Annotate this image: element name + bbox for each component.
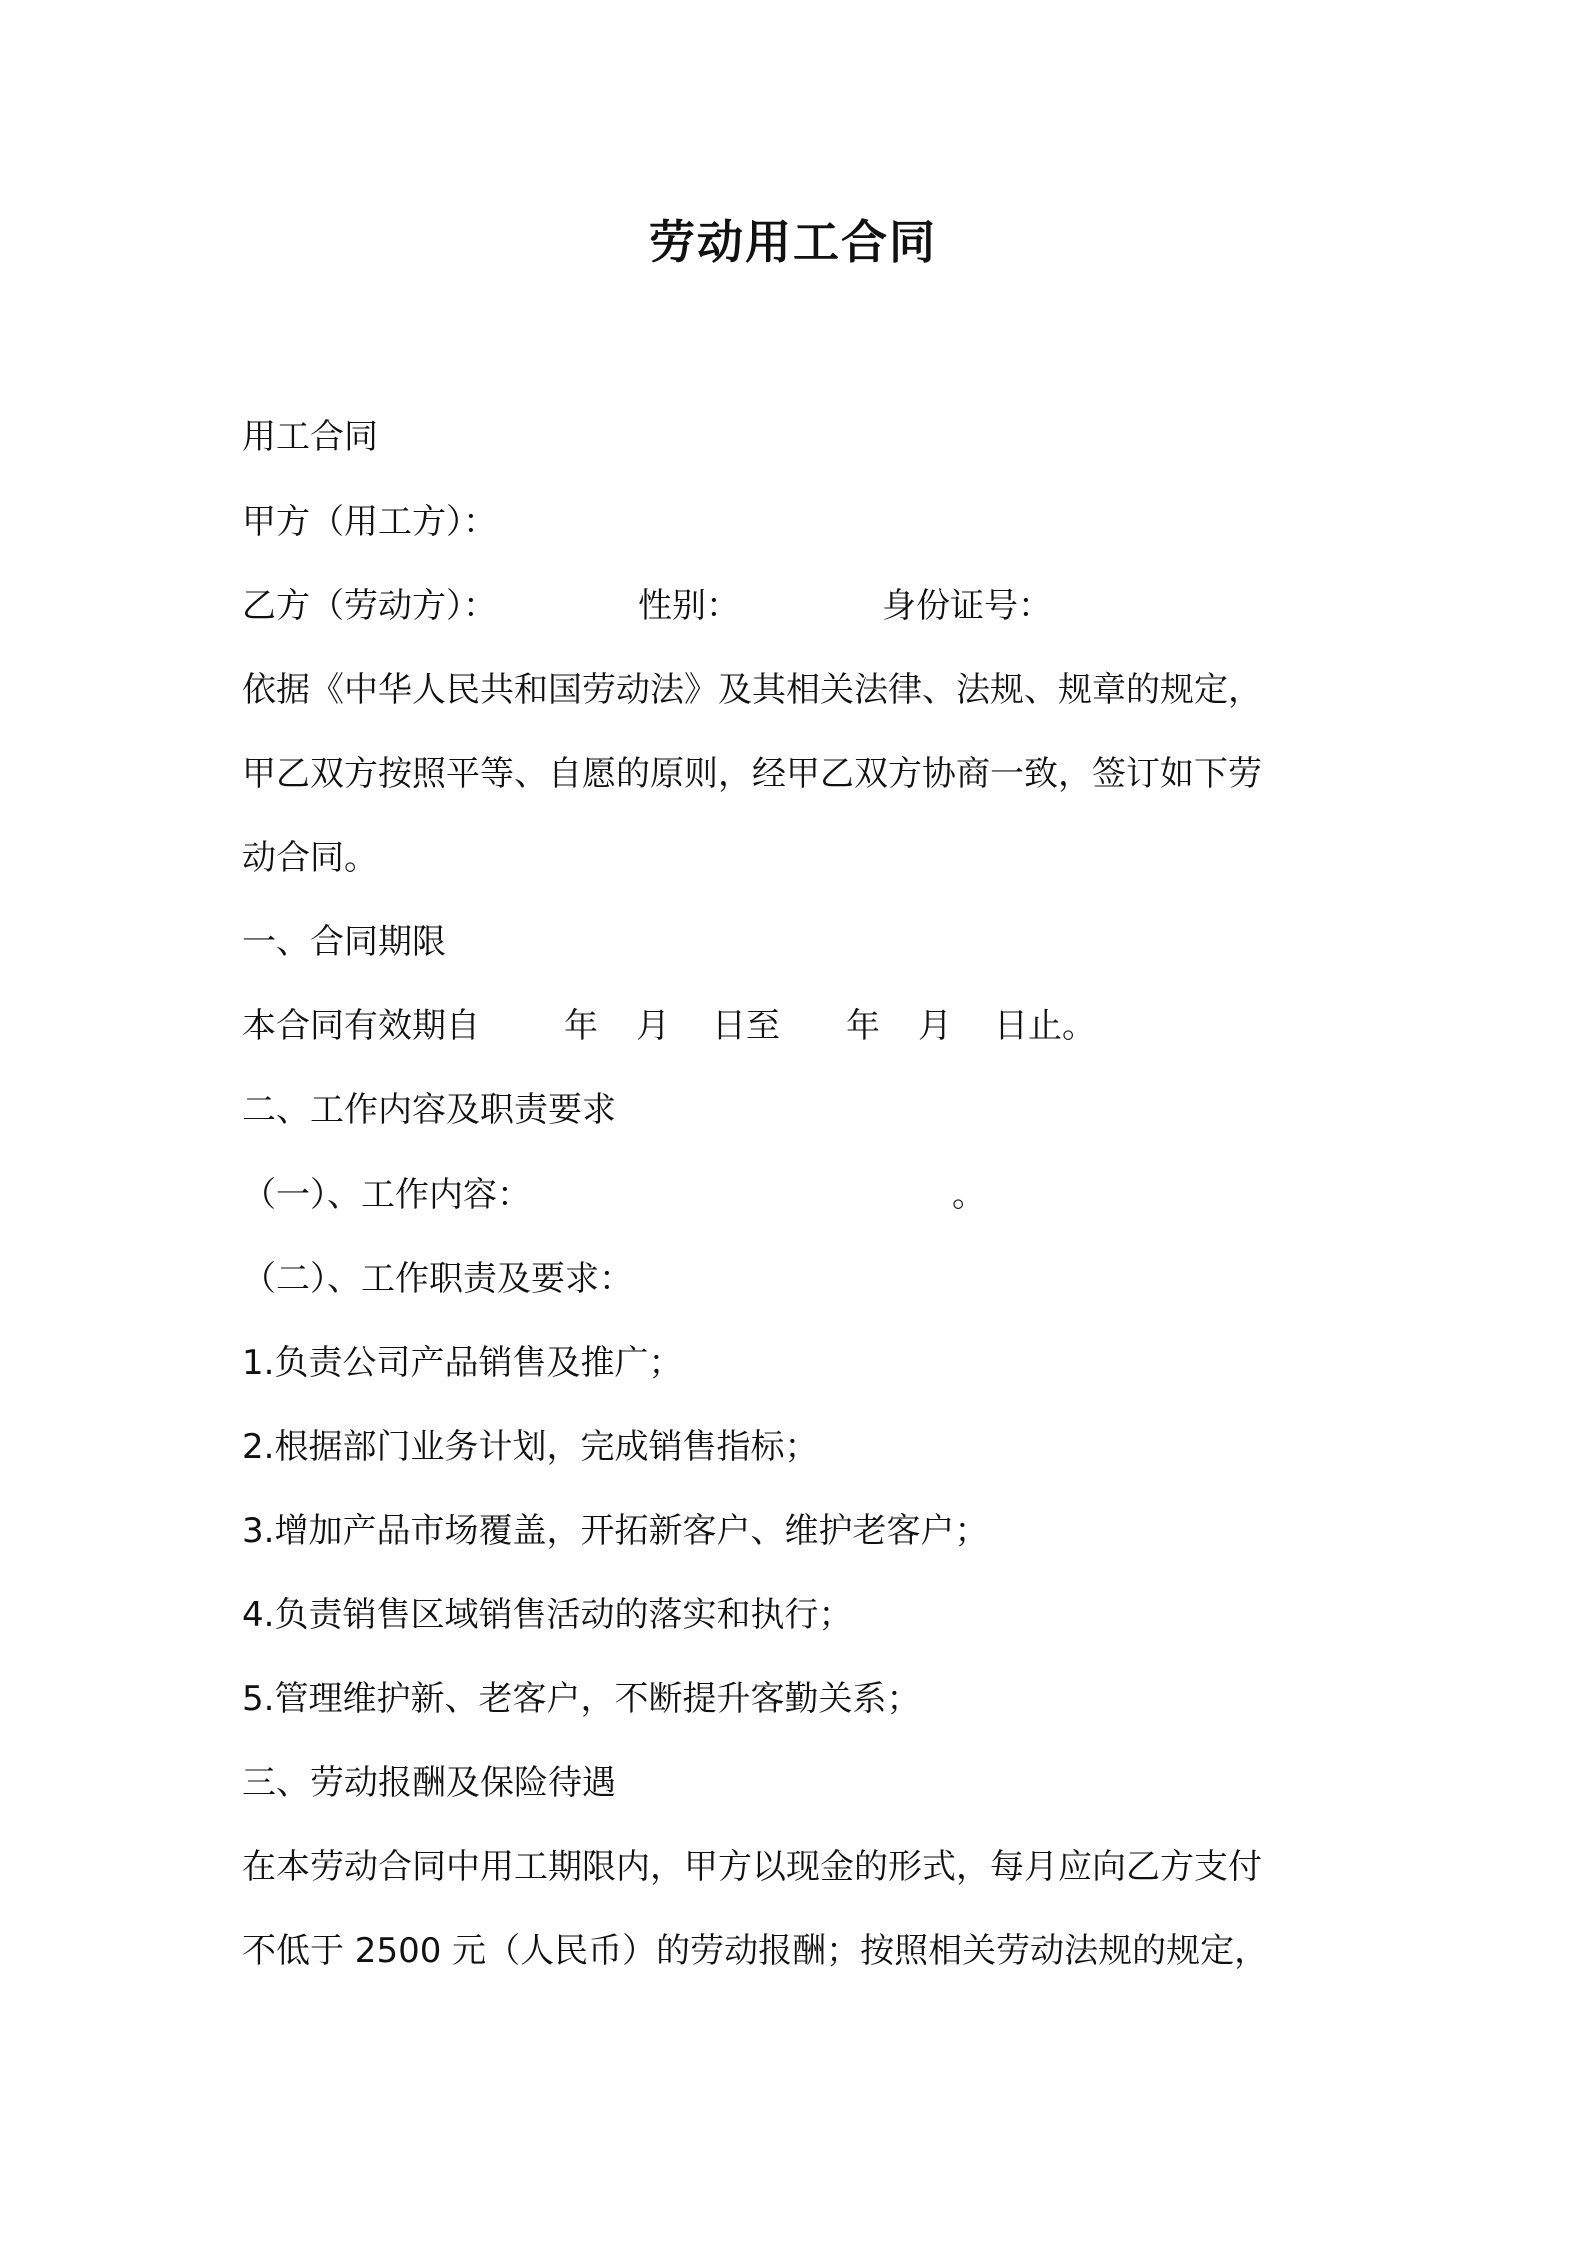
duty-item: 1.负责公司产品销售及推广；: [242, 1343, 683, 1383]
intro-line: 甲乙双方按照平等、自愿的原则，经甲乙双方协商一致，签订如下劳: [242, 754, 1262, 794]
contract-term-row: [242, 1001, 1142, 1051]
term-prefix: 本合同有效期自: [242, 1006, 480, 1046]
work-content-label: （一）、工作内容：: [242, 1175, 531, 1215]
term-day-end: 日止。: [994, 1006, 1096, 1046]
duties-label: （二）、工作职责及要求：: [242, 1259, 633, 1299]
term-month-end: 月: [918, 1006, 952, 1046]
document-title: 劳动用工合同: [649, 215, 937, 269]
intro-line: 动合同。: [242, 838, 378, 878]
party-b-label: 乙方（劳动方）：: [242, 586, 497, 626]
section-heading-term: 一、合同期限: [242, 922, 446, 962]
work-content-end: 。: [952, 1175, 986, 1215]
work-content-row: [242, 1170, 1142, 1220]
document-subtitle: 用工合同: [242, 417, 378, 457]
intro-line: 依据《中华人民共和国劳动法》及其相关法律、法规、规章的规定，: [242, 670, 1262, 710]
section-heading-pay: 三、劳动报酬及保险待遇: [242, 1763, 616, 1803]
id-number-label: 身份证号：: [882, 586, 1052, 626]
duty-item: 5.管理维护新、老客户，不断提升客勤关系；: [242, 1679, 921, 1719]
term-year-end: 年: [846, 1006, 880, 1046]
pay-paragraph-line: 不低于 2500 元（人民币）的劳动报酬；按照相关劳动法规的规定，: [242, 1931, 1269, 1971]
pay-paragraph-line: 在本劳动合同中用工期限内，甲方以现金的形式，每月应向乙方支付: [242, 1847, 1262, 1887]
section-heading-duties: 二、工作内容及职责要求: [242, 1090, 616, 1130]
duty-item: 3.增加产品市场覆盖，开拓新客户、维护老客户；: [242, 1511, 989, 1551]
party-a-label: 甲方（用工方）：: [242, 502, 497, 542]
term-year-start: 年: [564, 1006, 598, 1046]
gender-label: 性别：: [638, 586, 740, 626]
duty-item: 2.根据部门业务计划，完成销售指标；: [242, 1427, 819, 1467]
term-month-start: 月: [636, 1006, 670, 1046]
party-b-row: [242, 581, 1142, 631]
duty-item: 4.负责销售区域销售活动的落实和执行；: [242, 1595, 853, 1635]
term-day-to: 日至: [712, 1006, 780, 1046]
